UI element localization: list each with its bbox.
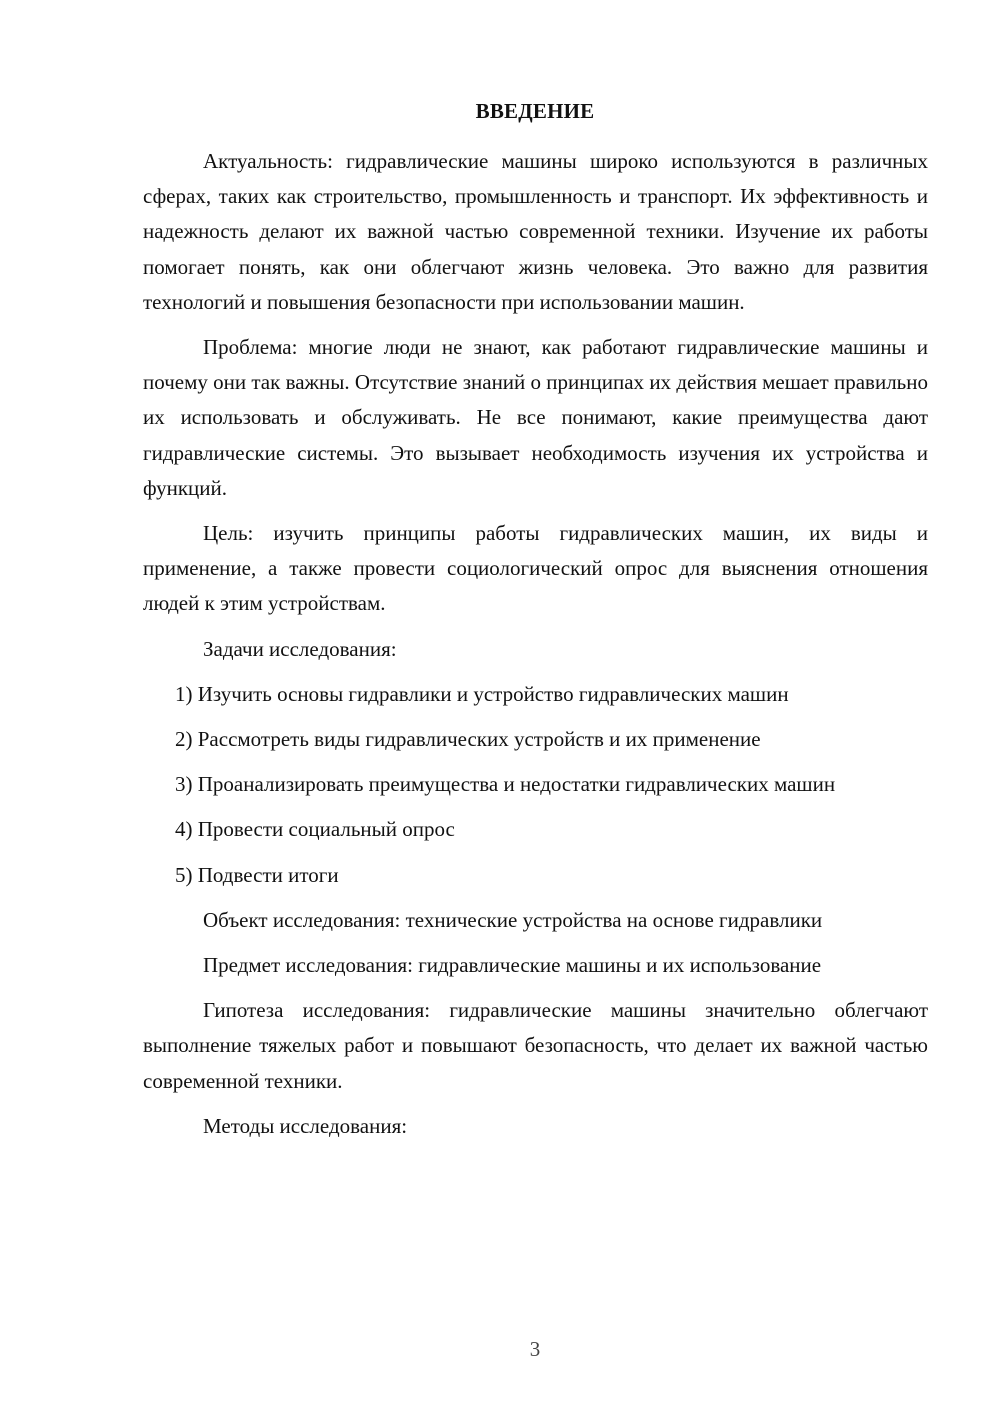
paragraph-problem: Проблема: многие люди не знают, как работают гидравлические машины и почему они так важны. Отсутствие знаний о принципах их действия мешает правильно их использовать и обслуживать. Не все понимают, какие преимущества дают гидравлические системы. Это вызывает необходимость изучения их устройства и функций. xyxy=(143,335,928,500)
paragraph-object: Объект исследования: технические устройства на основе гидравлики xyxy=(203,907,823,932)
tasks-title: Задачи исследования: xyxy=(203,636,397,661)
task-item-2: 2) Рассмотреть виды гидравлических устройств и их применение xyxy=(175,727,761,752)
section-heading: ВВЕДЕНИЕ xyxy=(475,99,595,123)
body-text xyxy=(143,144,928,1154)
task-item-5: 5) Подвести итоги xyxy=(175,862,339,887)
page-number: 3 xyxy=(529,1337,541,1361)
methods-title: Методы исследования: xyxy=(203,1113,408,1138)
paragraph-goal: Цель: изучить принципы работы гидравлических машин, их виды и применение, а также провести социологический опрос для выяснения отношения людей к этим устройствам. xyxy=(143,521,928,616)
task-item-1: 1) Изучить основы гидравлики и устройство гидравлических машин xyxy=(175,681,789,706)
task-item-3: 3) Проанализировать преимущества и недостатки гидравлических машин xyxy=(175,772,836,797)
paragraph-hypothesis: Гипотеза исследования: гидравлические машины значительно облегчают выполнение тяжелых работ и повышают безопасность, что делает их важной частью современной техники. xyxy=(143,998,928,1093)
paragraph-actuality: Актуальность: гидравлические машины широко используются в различных сферах, таких как строительство, промышленность и транспорт. Их эффективность и надежность делают их важной частью современной техники. Изучение их работы помогает понять, как они облегчают жизнь человека. Это важно для развития технологий и повышения безопасности при использовании машин. xyxy=(143,149,928,314)
task-item-4: 4) Провести социальный опрос xyxy=(175,817,455,842)
paragraph-subject: Предмет исследования: гидравлические машины и их использование xyxy=(203,953,822,978)
